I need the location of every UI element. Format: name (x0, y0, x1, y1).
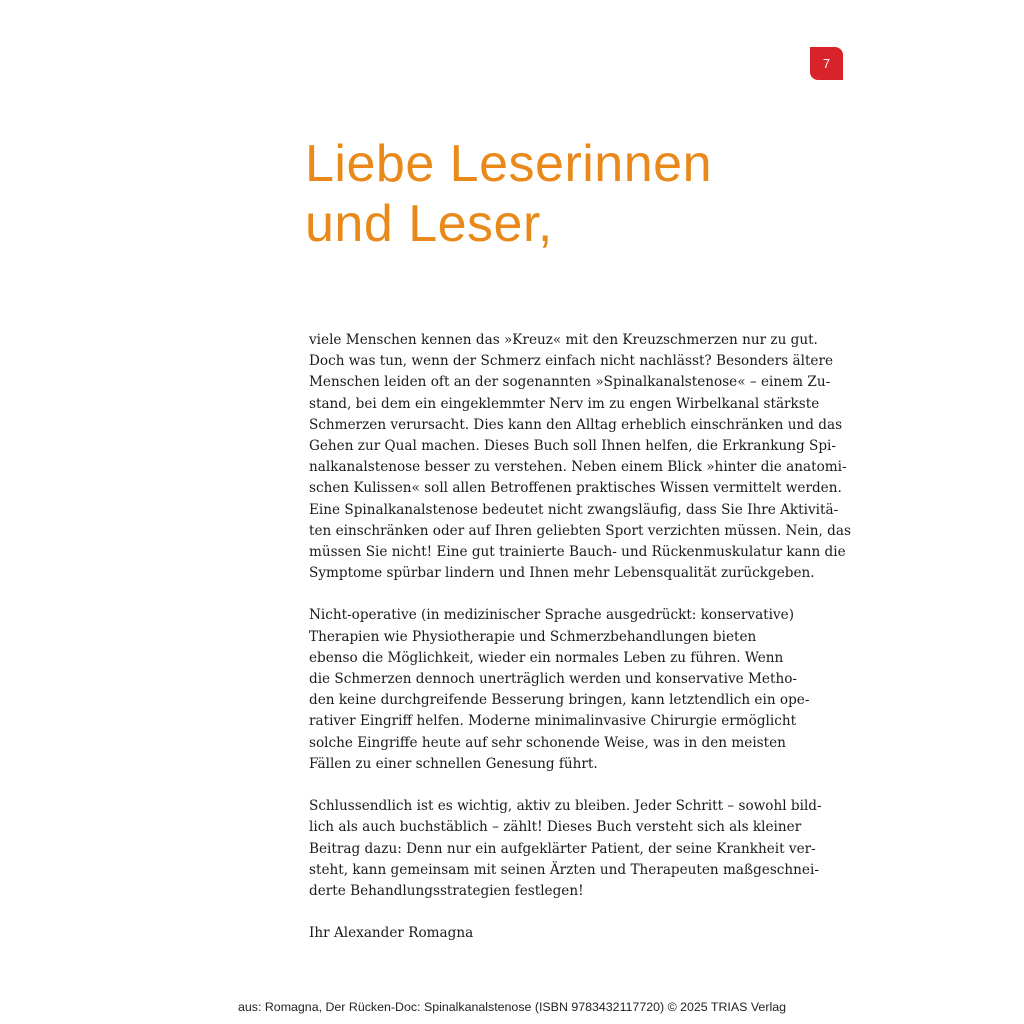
page-heading (305, 134, 712, 254)
paragraph-gap (309, 775, 799, 796)
page-number: 7 (822, 56, 831, 71)
paragraph-1-line: müssen Sie nicht! Eine gut trainierte Bauch- und Rückenmuskulatur kann die (309, 543, 846, 560)
paragraph-2-line: rativer Eingriff helfen. Moderne minimalinvasive Chirurgie ermöglicht (309, 713, 797, 730)
paragraph-2-line: die Schmerzen dennoch unerträglich werden und konservative Metho- (309, 671, 797, 687)
paragraph-2-line: ebenso die Möglichkeit, wieder ein normales Leben zu führen. Wenn (309, 649, 784, 666)
paragraph-1-line: Gehen zur Qual machen. Dieses Buch soll Ihnen helfen, die Erkrankung Spi- (309, 437, 836, 454)
letter-body (309, 330, 851, 944)
paragraph-3-line: Beitrag dazu: Denn nur ein aufgeklärter Patient, der seine Krankheit ver- (309, 840, 816, 857)
paragraph-1-line: Doch was tun, wenn der Schmerz einfach nicht nachlässt? Besonders ältere (309, 353, 834, 370)
heading-line-2: und Leser, (305, 195, 553, 253)
source-footer: aus: Romagna, Der Rücken-Doc: Spinalkanalstenose (ISBN 9783432117720) © 2025 TRIAS Verlag (238, 1000, 786, 1014)
heading-line-1: Liebe Leserinnen (305, 135, 712, 193)
paragraph-3-line: Schlussendlich ist es wichtig, aktiv zu bleiben. Jeder Schritt – sowohl bild- (309, 798, 822, 815)
paragraph-2-line: den keine durchgreifende Besserung bringen, kann letztendlich ein ope- (309, 692, 810, 709)
paragraph-2-line: Fällen zu einer schnellen Genesung führt. (309, 755, 598, 772)
paragraph-1-line: Menschen leiden oft an der sogenannten »Spinalkanalstenose« – einem Zu- (309, 374, 831, 391)
paragraph-1-line: stand, bei dem ein eingeklemmter Nerv im zu engen Wirbelkanal stärkste (309, 395, 820, 412)
paragraph-1-line: Symptome spürbar lindern und Ihnen mehr Lebensqualität zurückgeben. (309, 565, 815, 582)
paragraph-3-line: derte Behandlungsstrategien festlegen! (309, 882, 584, 899)
paragraph-gap (309, 902, 799, 923)
page-number-badge (810, 47, 843, 80)
paragraph-3-line: steht, kann gemeinsam mit seinen Ärzten und Therapeuten maßgeschnei- (309, 861, 819, 878)
paragraph-1-line: Eine Spinalkanalstenose bedeutet nicht zwangsläufig, dass Sie Ihre Aktivitä- (309, 501, 839, 518)
paragraph-1-line: viele Menschen kennen das »Kreuz« mit den Kreuzschmerzen nur zu gut. (309, 332, 818, 348)
paragraph-gap (309, 584, 799, 605)
paragraph-3-line: lich als auch buchstäblich – zählt! Dieses Buch versteht sich als kleiner (309, 819, 802, 836)
paragraph-1-line: nalkanalstenose besser zu verstehen. Neben einem Blick »hinter die anatomi- (309, 459, 847, 476)
paragraph-1-line: Schmerzen verursacht. Dies kann den Alltag erheblich einschränken und das (309, 416, 843, 433)
paragraph-2-line: Nicht-operative (in medizinischer Sprache ausgedrückt: konservative) (309, 607, 795, 624)
signature: Ihr Alexander Romagna (309, 925, 474, 942)
paragraph-1-line: ten einschränken oder auf Ihren geliebten Sport verzichten müssen. Nein, das (309, 522, 851, 539)
paragraph-1-line: schen Kulissen« soll allen Betroffenen praktisches Wissen vermittelt werden. (309, 480, 842, 497)
paragraph-2-line: Therapien wie Physiotherapie und Schmerzbehandlungen bieten (309, 628, 757, 645)
paragraph-2-line: solche Eingriffe heute auf sehr schonende Weise, was in den meisten (309, 734, 786, 751)
